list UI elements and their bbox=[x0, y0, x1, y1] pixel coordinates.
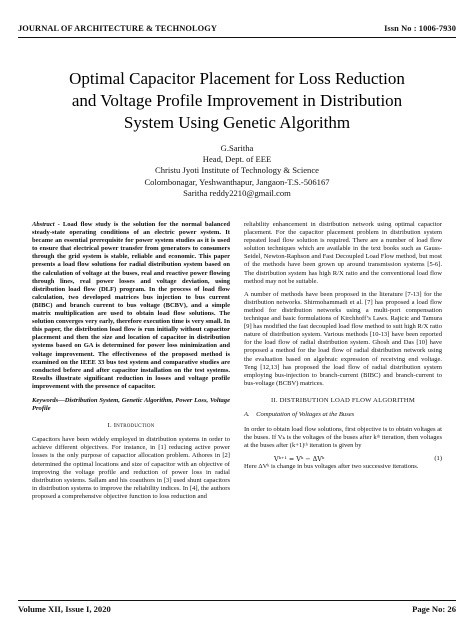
left-column bbox=[32, 221, 230, 506]
equation-row bbox=[244, 455, 442, 463]
page-number: Page No: 26 bbox=[412, 604, 456, 614]
running-footer bbox=[18, 604, 456, 614]
introduction-paragraph: Capacitors have been widely employed in distribution systems in order to achieve different objectives. For instance, in [1] reducing active power losses is the only purpose of capacitor allocation problem. Athores in [2] determined the optimal locations and size of capacitor with an objective of improving the voltage profile and reduction of power loss in radial distribution systems. Sallam and his coauthors in [3] used shunt capacitors in distribution systems to improve the reliability indices. In [4], the authors proposed a comprehensive objective function to loss reduction and bbox=[32, 436, 230, 500]
equation-1: Vᵏ⁺¹ = Vᵏ − ΔVᵏ bbox=[274, 455, 325, 464]
body-paragraph-2: A number of methods have been proposed in the literature [7-13] for the distribution networks. Shirmohammadi et al. [7] has proposed a load flow method for distribution networks using a multi-port compensation technique and basic formulations of Kirchhoff’s Laws. Rajicic and Tamura [9] has modified the fast decoupled load flow method to suit high R/X ratio nature of distribution system. Various methods [10-13] have been reported for the load flow of radial distribution system. Ghosh and Das [10] have proposed a method for the load flow of radial distribution network using the evaluation based on algebraic expression of receiving end voltage. Teng [12,13] has proposed the load flow of radial distribution system employing bus-injection to branch-current (BIBC) and branch-current to bus-voltage (BCBV) matrices. bbox=[244, 290, 442, 387]
volume-issue: Volume XII, Issue I, 2020 bbox=[18, 604, 111, 614]
author-institution: Christu Jyoti Institute of Technology & Science bbox=[155, 165, 319, 176]
author-block bbox=[60, 143, 414, 199]
journal-name: JOURNAL OF ARCHITECTURE & TECHNOLOGY bbox=[18, 24, 218, 33]
abstract bbox=[32, 221, 230, 391]
issn-number: Issn No : 1006-7930 bbox=[384, 24, 456, 33]
body-paragraph-4: Here ΔVᵏ is change in bus voltages after two successive iterations. bbox=[244, 463, 419, 471]
title-line-2: and Voltage Profile Improvement in Distribution bbox=[71, 91, 403, 110]
title-line-3: System Using Genetic Algorithm bbox=[123, 113, 351, 132]
body-paragraph-3: In order to obtain load flow solutions, first objective is to obtain voltages at the buses. If Vₖ is the voltages of the buses after kᵗʰ iteration, then voltages at the buses after (k+1)ᵗʰ iteration is given by bbox=[244, 426, 442, 450]
section-heading-introduction: I. Introduction bbox=[107, 422, 155, 430]
section-heading-load-flow: II. DISTRIBUTION LOAD FLOW ALGORITHM bbox=[271, 396, 415, 404]
author-role: Head, Dept. of EEE bbox=[202, 154, 272, 165]
body-paragraph-1: reliability enhancement in distribution network using optimal capacitor placement. For the capacitor placement problem in distribution system repeated load flow solution is required. There are a number of load flow solution techniques which are available in the text books such as Gauss-Seidel, Newton-Raphson and Fast Decoupled Load Flow method, but most of the methods have been grown up around transmission systems [5-6]. The distribution system has high R/X ratio and the conventional load flow method may not be suitable. bbox=[244, 221, 442, 285]
author-address: Colombonagar, Yeshwanthapur, Jangaon-T.S.-506167 bbox=[144, 176, 330, 187]
footer-rule bbox=[18, 600, 456, 601]
keywords: Keywords—Distribution System, Genetic Algorithm, Power Loss, Voltage Profile bbox=[32, 396, 230, 413]
author-email: Saritha reddy2210@gmail.com bbox=[183, 187, 291, 198]
author-name: G.Saritha bbox=[220, 143, 254, 153]
header-rule bbox=[18, 37, 456, 38]
right-column bbox=[244, 221, 442, 477]
running-header bbox=[18, 24, 456, 33]
subsection-heading: A. Computation of Voltages at the Buses bbox=[244, 410, 355, 418]
abstract-body: - Load flow study is the solution for the normal balanced steady-state operating conditions of an electric power system. It became an essential prerequisite for power system studies as it is used to ensure that electrical power transfer from generators to consumers through the grid system is stable, reliable and economic. This paper presents a load flow solutions for radial distribution system based on the calculation of voltage at the buses, real and reactive power flowing through lines, real power losses and voltage deviation, using distribution load flow (DLF) program. In the process of load flow calculation, two developed matrices bus injection to bus current (BIBC) and branch current to bus voltage (BCBV), and a simple matrix multiplication are used to obtain load flow solutions. The solution converges very early, therefore execution time is very small. In this paper, the distribution load flow is run initially without capacitor placement and then the size and location of capacitor in distribution systems based on GA is determined for power loss minimization and voltage improvement. The effectiveness of the proposed method is examined on the IEEE 33 bus test system and comparative studies are conducted before and after capacitor installation on the test systems. Results illustrate significant reduction in losses and voltage profile improvement with the presence of capacitor. bbox=[32, 221, 230, 390]
equation-number: (1) bbox=[434, 455, 442, 463]
paper-title bbox=[30, 68, 444, 134]
abstract-lead: Abstract bbox=[32, 221, 55, 228]
title-line-1: Optimal Capacitor Placement for Loss Reduction bbox=[69, 69, 405, 88]
